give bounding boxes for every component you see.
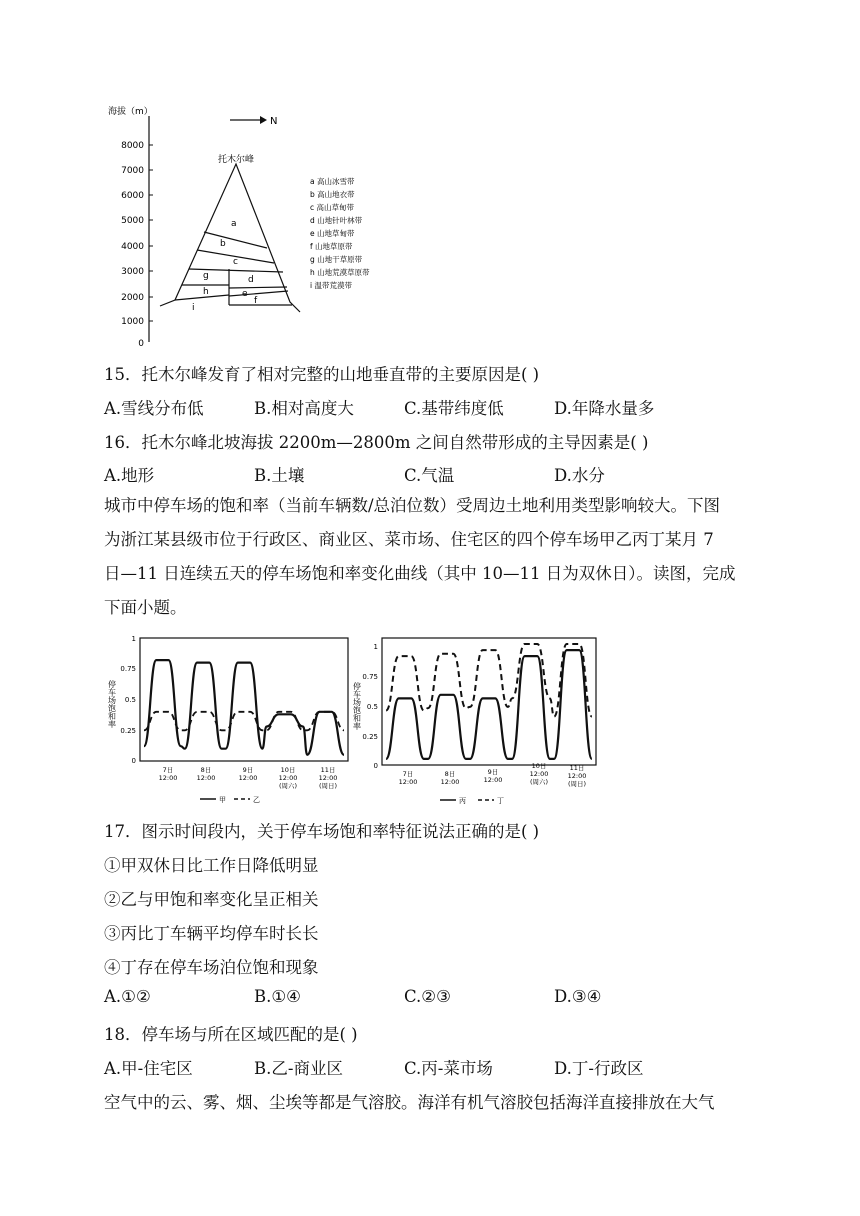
- q16-option-d[interactable]: D.水分: [554, 466, 605, 485]
- north-label: N: [270, 116, 278, 127]
- svg-text:0.25: 0.25: [362, 733, 378, 741]
- svg-text:11日: 11日: [569, 764, 585, 772]
- passage-line-1: 城市中停车场的饱和率（当前车辆数/总泊位数）受周边土地利用类型影响较大。下图: [104, 496, 721, 515]
- svg-text:e 山地草甸带: e 山地草甸带: [310, 229, 355, 238]
- svg-text:i 温带荒漠带: i 温带荒漠带: [310, 281, 352, 290]
- chart2-ylabel: 停车场饱和率: [352, 682, 362, 730]
- svg-text:甲: 甲: [219, 796, 226, 804]
- passage-line-2: 为浙江某县级市位于行政区、商业区、菜市场、住宅区的四个停车场甲乙丙丁某月 7: [104, 530, 714, 549]
- q17-item-2: ②乙与甲饱和率变化呈正相关: [104, 890, 319, 909]
- passage: [104, 489, 754, 625]
- svg-text:12:00: 12:00: [318, 774, 338, 782]
- svg-text:(周日): (周日): [567, 780, 587, 788]
- svg-text:10日: 10日: [280, 766, 296, 774]
- svg-text:h 山地荒漠草原带: h 山地荒漠草原带: [310, 268, 370, 277]
- q15-option-b[interactable]: B.相对高度大: [254, 399, 354, 418]
- q17-stem: 17．图示时间段内，关于停车场饱和率特征说法正确的是( ): [104, 822, 540, 841]
- q17-item-3: ③丙比丁车辆平均停车时长长: [104, 924, 319, 943]
- svg-text:12:00: 12:00: [196, 774, 216, 782]
- svg-text:7日: 7日: [162, 766, 174, 774]
- chart1-legend: [200, 796, 260, 804]
- q18-option-a[interactable]: A.甲-住宅区: [104, 1059, 193, 1078]
- svg-text:8000: 8000: [121, 141, 144, 151]
- q17-option-a[interactable]: A.①②: [104, 987, 151, 1006]
- y-axis-label: 海拔（m）: [108, 107, 153, 117]
- svg-text:9日: 9日: [242, 766, 254, 774]
- q15-option-a[interactable]: A.雪线分布低: [104, 399, 204, 418]
- y-ticks: [121, 141, 144, 348]
- svg-text:g 山地干草原带: g 山地干草原带: [310, 255, 363, 264]
- q16-option-b[interactable]: B.土壤: [254, 466, 305, 485]
- svg-text:c 高山草甸带: c 高山草甸带: [310, 203, 355, 212]
- passage-line-4: 下面小题。: [104, 598, 187, 617]
- q16-stem: 16．托木尔峰北坡海拔 2200m—2800m 之间自然带形成的主导因素是( ): [104, 433, 649, 452]
- svg-text:(周日): (周日): [318, 782, 338, 790]
- svg-text:h: h: [203, 287, 209, 297]
- svg-text:乙: 乙: [253, 796, 260, 804]
- svg-text:a: a: [231, 219, 237, 229]
- svg-text:e: e: [242, 289, 248, 299]
- parking-charts: [100, 630, 600, 810]
- svg-text:d 山地针叶林带: d 山地针叶林带: [310, 216, 363, 225]
- q18-option-c[interactable]: C.丙-菜市场: [404, 1059, 493, 1078]
- svg-text:0.75: 0.75: [120, 665, 136, 673]
- svg-text:f: f: [254, 296, 258, 306]
- svg-text:12:00: 12:00: [567, 772, 587, 780]
- svg-text:g: g: [203, 271, 209, 281]
- chart2-legend: [440, 797, 504, 805]
- chart2-xticks: [399, 762, 587, 788]
- svg-text:12:00: 12:00: [238, 774, 258, 782]
- mountain-zone-figure: [100, 96, 400, 348]
- svg-text:12:00: 12:00: [278, 774, 298, 782]
- svg-text:0: 0: [138, 339, 144, 348]
- svg-text:10日: 10日: [531, 762, 547, 770]
- svg-text:12:00: 12:00: [398, 778, 418, 786]
- svg-text:0: 0: [131, 757, 136, 765]
- q17-item-4: ④丁存在停车场泊位饱和现象: [104, 958, 319, 977]
- svg-text:6000: 6000: [121, 191, 144, 201]
- q15-option-d[interactable]: D.年降水量多: [554, 399, 655, 418]
- svg-text:a 高山冰雪带: a 高山冰雪带: [310, 177, 355, 186]
- q18-option-d[interactable]: D.丁-行政区: [554, 1059, 644, 1078]
- svg-text:1000: 1000: [121, 317, 144, 327]
- svg-text:丁: 丁: [497, 797, 504, 805]
- passage-next: 空气中的云、雾、烟、尘埃等都是气溶胶。海洋有机气溶胶包括海洋直接排放在大气: [104, 1093, 715, 1112]
- svg-text:12:00: 12:00: [529, 770, 549, 778]
- svg-text:b 高山地衣带: b 高山地衣带: [310, 190, 355, 199]
- q15-option-c[interactable]: C.基带纬度低: [404, 399, 504, 418]
- svg-text:5000: 5000: [121, 216, 144, 226]
- svg-text:7日: 7日: [402, 770, 414, 778]
- zone-legend: [310, 176, 370, 290]
- svg-text:f 山地草原带: f 山地草原带: [310, 242, 353, 251]
- svg-text:3000: 3000: [121, 267, 144, 277]
- chart-bing-ding: [353, 638, 597, 805]
- chart-jia-yi: [108, 635, 349, 804]
- q17-option-d[interactable]: D.③④: [554, 987, 602, 1006]
- svg-text:9日: 9日: [487, 768, 499, 776]
- svg-text:i: i: [192, 303, 195, 313]
- svg-text:8日: 8日: [200, 766, 212, 774]
- q18-stem: 18．停车场与所在区域匹配的是( ): [104, 1025, 358, 1044]
- series-jia-line: [144, 660, 344, 755]
- q16-option-a[interactable]: A.地形: [104, 466, 155, 485]
- svg-text:0.25: 0.25: [120, 727, 136, 735]
- svg-text:丙: 丙: [459, 797, 466, 805]
- svg-text:(周六): (周六): [529, 778, 549, 786]
- svg-text:c: c: [233, 257, 238, 267]
- q17-option-b[interactable]: B.①④: [254, 987, 301, 1006]
- svg-text:11日: 11日: [320, 766, 336, 774]
- svg-text:12:00: 12:00: [440, 778, 460, 786]
- svg-text:0: 0: [373, 762, 378, 770]
- svg-text:b: b: [220, 239, 226, 249]
- q15-stem: 15．托木尔峰发育了相对完整的山地垂直带的主要原因是( ): [104, 365, 540, 384]
- svg-text:2000: 2000: [121, 293, 144, 303]
- q16-option-c[interactable]: C.气温: [404, 466, 455, 485]
- svg-text:12:00: 12:00: [158, 774, 178, 782]
- svg-text:0.75: 0.75: [362, 673, 378, 681]
- passage-line-3: 日—11 日连续五天的停车场饱和率变化曲线（其中 10—11 日为双休日）。读图，完成: [104, 564, 736, 583]
- chart1-xticks: [159, 766, 338, 790]
- svg-text:(周六): (周六): [278, 782, 298, 790]
- svg-text:8日: 8日: [444, 770, 456, 778]
- q17-item-1: ①甲双休日比工作日降低明显: [104, 856, 319, 875]
- svg-text:1: 1: [131, 635, 136, 643]
- q17-option-c[interactable]: C.②③: [404, 987, 451, 1006]
- svg-text:4000: 4000: [121, 242, 144, 252]
- svg-text:1: 1: [373, 643, 378, 651]
- chart1-ylabel: 停车场饱和率: [107, 680, 117, 728]
- peak-label: 托木尔峰: [218, 155, 255, 165]
- svg-text:12:00: 12:00: [483, 776, 503, 784]
- svg-text:7000: 7000: [121, 166, 144, 176]
- svg-text:0.5: 0.5: [124, 696, 136, 704]
- mountain-outline: [160, 164, 300, 312]
- svg-text:d: d: [248, 275, 254, 285]
- q18-option-b[interactable]: B.乙-商业区: [254, 1059, 343, 1078]
- svg-text:0.5: 0.5: [366, 703, 378, 711]
- zone-letters: [192, 219, 258, 313]
